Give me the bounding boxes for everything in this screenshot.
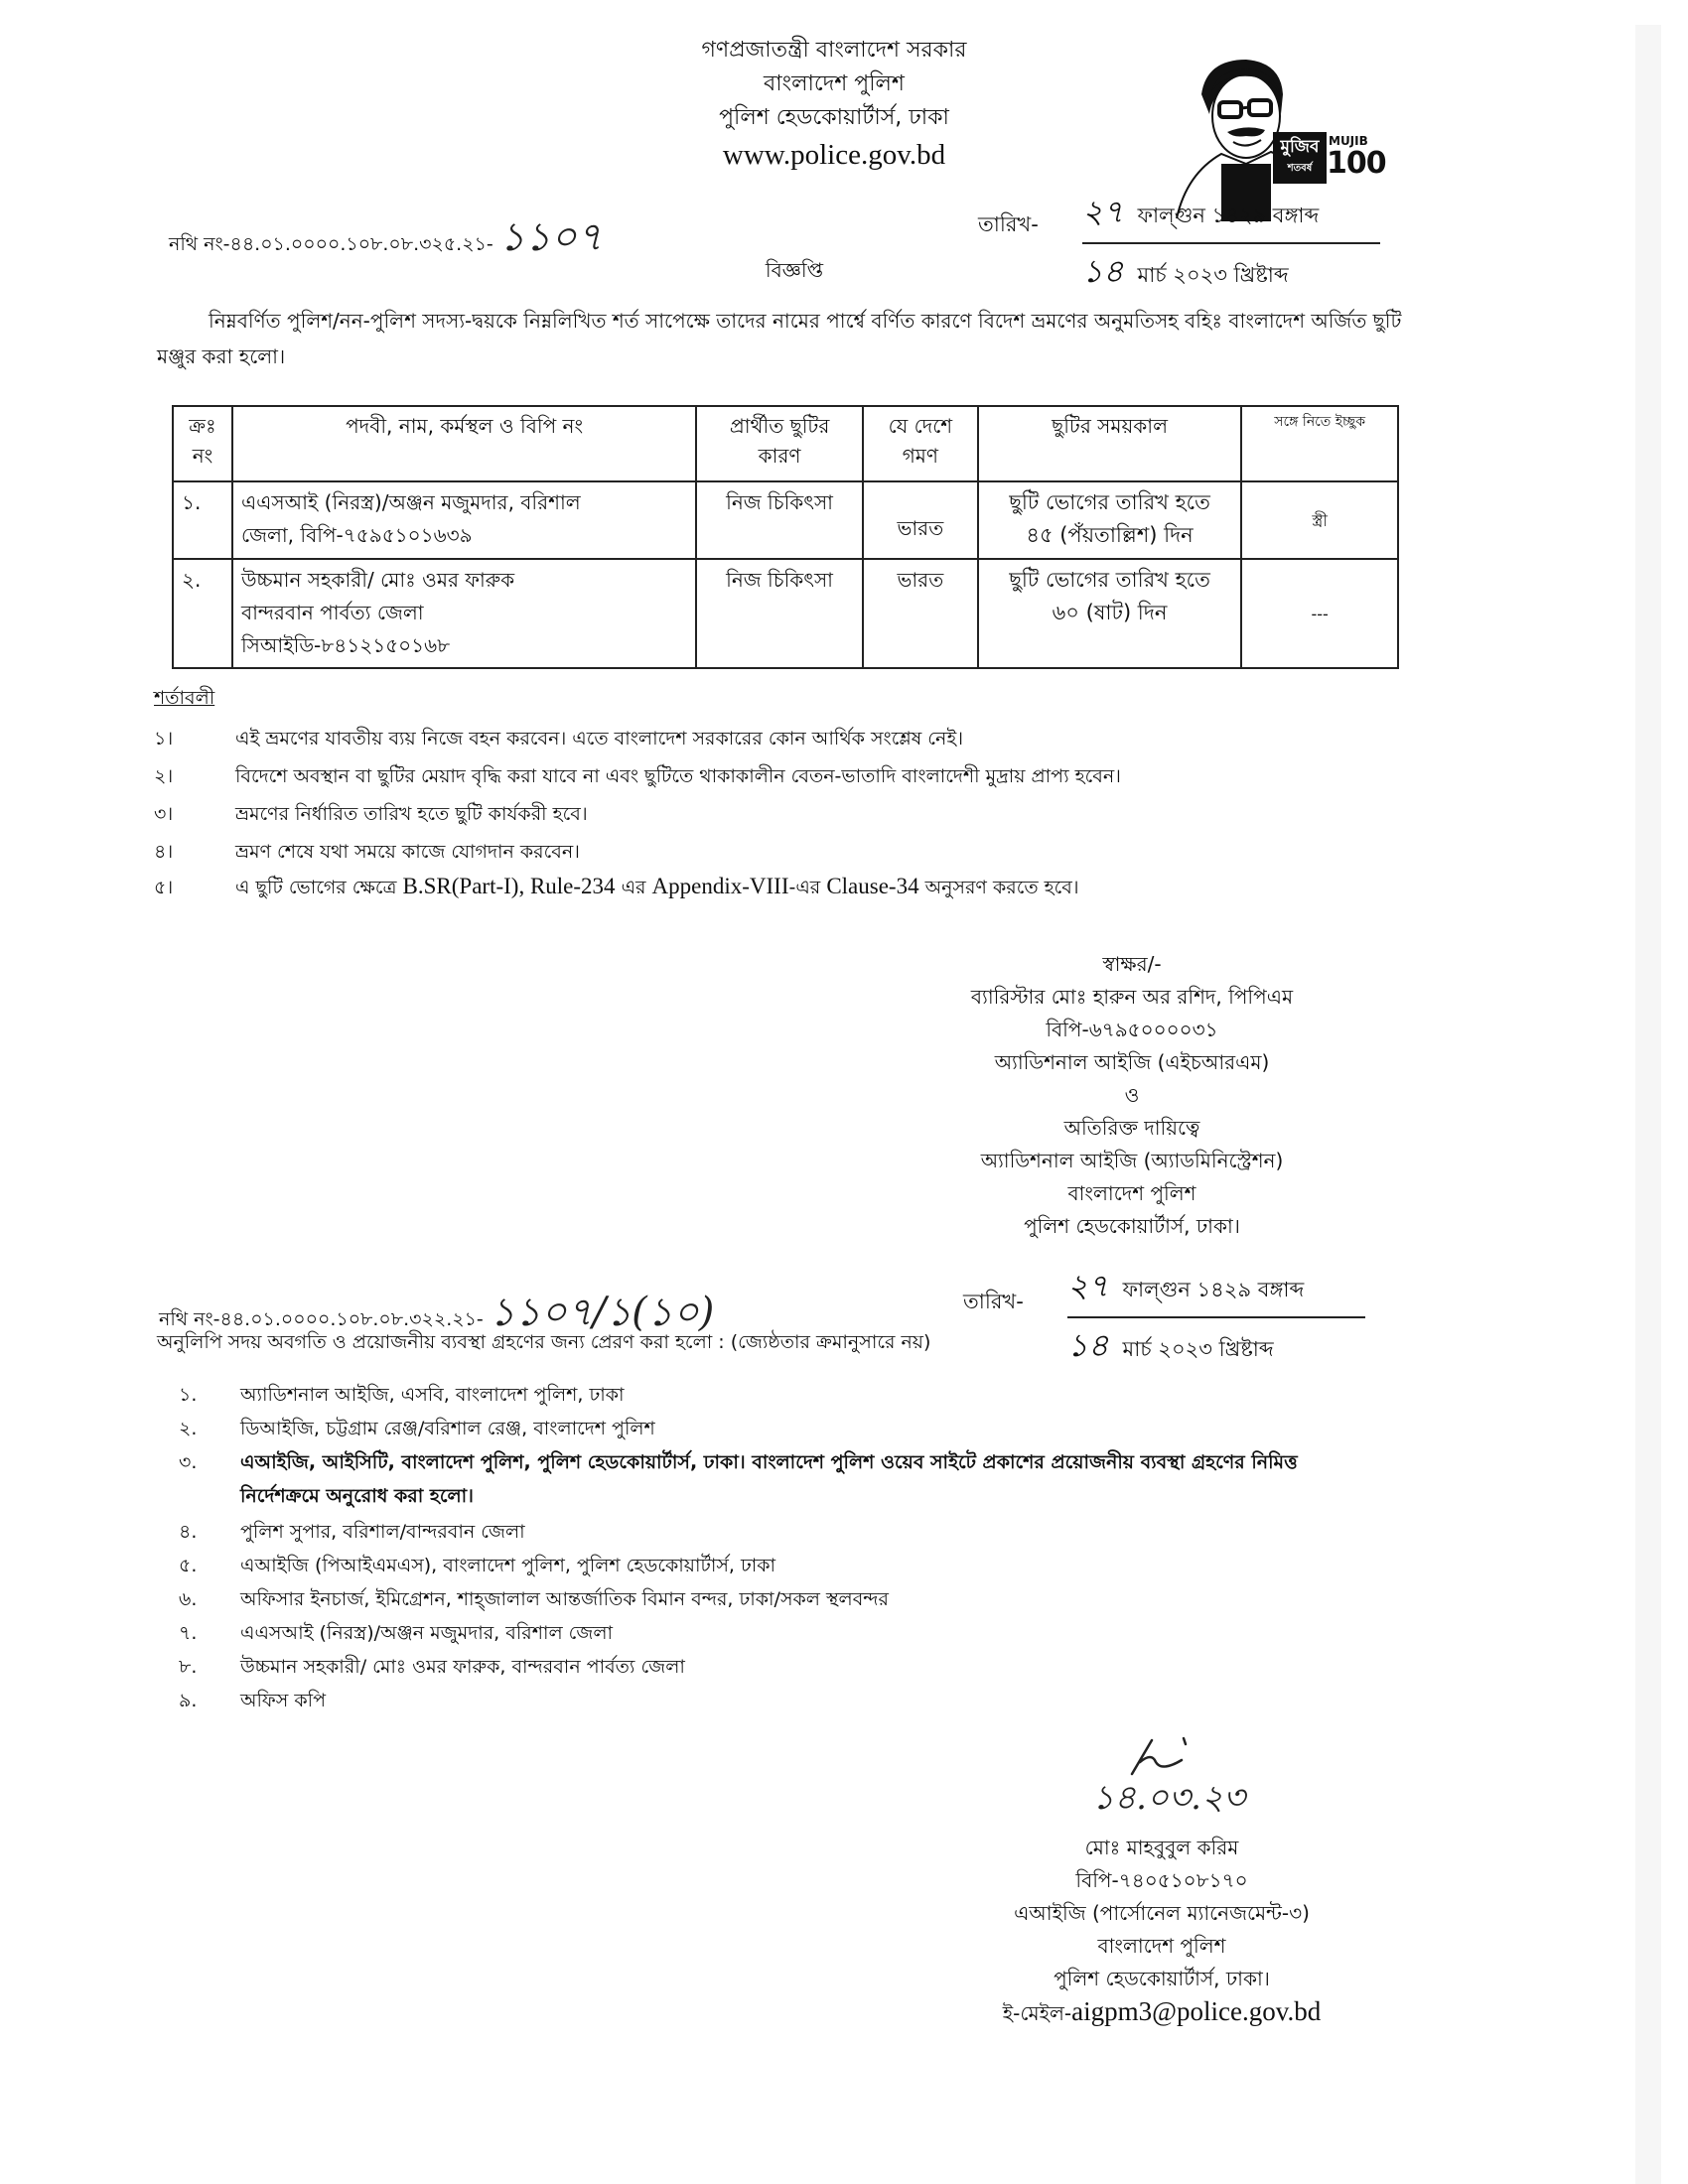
col-header-name: পদবী, নাম, কর্মস্থল ও বিপি নং: [232, 406, 696, 481]
condition-item: ৪। ভ্রমণ শেষে যথা সময়ে কাজে যোগদান করবেন।: [154, 841, 580, 863]
date-label: তারিখ-: [978, 212, 1039, 236]
condition-item: ৩। ভ্রমণের নির্ধারিত তারিখ হতে ছুটি কার্যকরী হবে।: [154, 803, 588, 825]
cell-serial: ২.: [173, 559, 232, 668]
copy-item: ১. অ্যাডিশনাল আইজি, এসবি, বাংলাদেশ পুলিশ, ঢাকা: [179, 1384, 625, 1406]
signatory-name: ব্যারিস্টার মোঃ হারুন অর রশিদ, পিপিএম: [970, 985, 1294, 1009]
signature-line: পুলিশ হেডকোয়ার্টার্স, ঢাকা।: [1054, 1967, 1270, 1990]
signature-line: পুলিশ হেডকোয়ার্টার্স, ঢাকা।: [1024, 1214, 1240, 1238]
signatory-name: মোঃ মাহবুবুল করিম: [1084, 1836, 1239, 1859]
table-row: [173, 481, 1398, 559]
copy-intro: অনুলিপি সদয় অবগতি ও প্রয়োজনীয় ব্যবস্থা গ্রহণের জন্য প্রেরণ করা হলো : (জ্যেষ্ঠতার ক্রমানুসারে নয়): [157, 1331, 931, 1353]
signatory-bp: বিপি-৭৪০৫১০৮১৭০: [1075, 1868, 1248, 1892]
table-row: [173, 559, 1398, 668]
logo-100: 100: [1327, 146, 1386, 181]
col-header-companion: সঙ্গে নিতে ইচ্ছুক: [1241, 406, 1398, 481]
copy-item: ৩. এআইজি, আইসিটি, বাংলাদেশ পুলিশ, পুলিশ হেডকোয়ার্টার্স, ঢাকা। বাংলাদেশ পুলিশ ওয়েব সাইটে প্রকাশের প্রয়োজনীয় ব্যবস্থা গ্রহণের নিমিত্ত নির্দেশক্রমে অনুরোধ করা হলো।: [179, 1451, 1298, 1507]
letterhead: [556, 34, 1112, 175]
handwritten-number: ১১০৭: [498, 214, 603, 260]
condition-item: ২। বিদেশে অবস্থান বা ছুটির মেয়াদ বৃদ্ধি করা যাবে না এবং ছুটিতে থাকাকালীন বেতন-ভাতাদি বাংলাদেশী মুদ্রায় প্রাপ্য হবেন।: [154, 765, 1121, 787]
cell-period: ছুটি ভোগের তারিখ হতে ৪৫ (পঁয়তাল্লিশ) দিন: [978, 481, 1242, 559]
handwritten-date: ১৪.০৩.২৩: [1092, 1778, 1246, 1818]
notice-title: বিজ্ঞপ্তি: [765, 258, 824, 282]
condition-item: ৫। এ ছুটি ভোগের ক্ষেত্রে B.SR(Part-I), Rule-234 এর Appendix-VIII-এর Clause-34 অনুসরণ করতে হবে।: [154, 874, 1079, 898]
cell-reason: নিজ চিকিৎসা: [696, 559, 863, 668]
memo-file-number: নথি নং-৪৪.০১.০০০০.১০৮.০৮.৩২৫.২১- ১১০৭: [169, 214, 603, 260]
letterhead-line: পুলিশ হেডকোয়ার্টার্স, ঢাকা: [719, 105, 949, 130]
col-header-country: যে দেশে গমণ: [863, 406, 978, 481]
col-header-serial: ক্রঃ নং: [173, 406, 232, 481]
date-label: তারিখ-: [963, 1290, 1024, 1313]
signatory-designation: অ্যাডিশনাল আইজি (অ্যাডমিনিস্ট্রেশন): [980, 1149, 1284, 1172]
scan-edge-strip: [1635, 25, 1661, 2184]
signature-line: ও: [1124, 1083, 1140, 1107]
leave-table: [172, 405, 1399, 669]
cell-serial: ১.: [173, 481, 232, 559]
cell-companion: ---: [1241, 559, 1398, 668]
logo-mujib-en: MUJIB: [1329, 134, 1368, 148]
signature-line: বাংলাদেশ পুলিশ: [1097, 1934, 1226, 1958]
signature-line: স্বাক্ষর/-: [1102, 952, 1162, 976]
signatory-designation: এআইজি (পার্সোনেল ম্যানেজমেন্ট-৩): [1014, 1901, 1310, 1925]
cell-companion: স্ত্রী: [1241, 481, 1398, 559]
copy-item: ৯. অফিস কপি: [179, 1690, 326, 1711]
handwritten-number: ১১০৭/১(১০): [489, 1290, 715, 1335]
copy-file-number: নথি নং-৪৪.০১.০০০০.১০৮.০৮.৩২২.২১- ১১০৭/১(১০): [159, 1290, 715, 1335]
email-link[interactable]: aigpm3@police.gov.bd: [1071, 1996, 1322, 2026]
col-header-period: ছুটির সময়কাল: [978, 406, 1242, 481]
signatory-email: ই-মেইল-aigpm3@police.gov.bd: [1002, 1996, 1322, 2026]
signature-line: বাংলাদেশ পুলিশ: [1067, 1181, 1196, 1205]
signature-block-primary: [854, 948, 1410, 1243]
copy-item: ৫. এআইজি (পিআইএমএস), বাংলাদেশ পুলিশ, পুলিশ হেডকোয়ার্টার্স, ঢাকা: [179, 1555, 776, 1576]
signatory-designation: অ্যাডিশনাল আইজি (এইচআরএম): [994, 1050, 1270, 1074]
signature-block-secondary: [933, 1832, 1390, 2030]
copy-date: ২৭ ফাল্গুন ১৪২৯ বঙ্গাব্দ ১৪ মার্চ ২০২৩ খ্রিষ্টাব্দ: [1067, 1261, 1365, 1374]
cell-name: উচ্চমান সহকারী/ মোঃ ওমর ফারুক বান্দরবান পার্বত্য জেলা সিআইডি-৮৪১২১৫০১৬৮: [232, 559, 696, 668]
signatory-bp: বিপি-৬৭৯৫০০০০৩১: [1046, 1018, 1218, 1041]
condition-item: ১। এই ভ্রমণের যাবতীয় ব্যয় নিজে বহন করবেন। এতে বাংলাদেশ সরকারের কোন আর্থিক সংশ্লেষ নেই।: [154, 728, 964, 750]
letterhead-line: বাংলাদেশ পুলিশ: [764, 71, 905, 96]
memo-date: ২৭ ফাল্গুন ১৪২৯ বঙ্গাব্দ ১৪ মার্চ ২০২৩ খ্রিষ্টাব্দ: [1082, 187, 1380, 300]
cell-name: এএসআই (নিরস্ত্র)/অঞ্জন মজুমদার, বরিশাল জেলা, বিপি-৭৫৯৫১০১৬৩৯: [232, 481, 696, 559]
cell-country: ভারত: [863, 559, 978, 668]
website-link[interactable]: www.police.gov.bd: [722, 139, 946, 171]
copy-item: ৮. উচ্চমান সহকারী/ মোঃ ওমর ফারুক, বান্দরবান পার্বত্য জেলা: [179, 1656, 685, 1678]
col-header-reason: প্রার্থীত ছুটির কারণ: [696, 406, 863, 481]
letterhead-line: গণপ্রজাতন্ত্রী বাংলাদেশ সরকার: [701, 38, 967, 63]
cell-country: ভারত: [863, 481, 978, 559]
cell-reason: নিজ চিকিৎসা: [696, 481, 863, 559]
conditions-title: শর্তাবলী: [154, 687, 215, 709]
notice-intro: নিম্নবর্ণিত পুলিশ/নন-পুলিশ সদস্য-দ্বয়কে নিম্নলিখিত শর্ত সাপেক্ষে তাদের নামের পার্শ্বে বর্ণিত কারণে বিদেশ ভ্রমণের অনুমতিসহ বহিঃ বাংলাদেশ অর্জিত ছুটি মঞ্জুর করা হলো।: [157, 309, 1402, 368]
cell-period: ছুটি ভোগের তারিখ হতে ৬০ (ষাট) দিন: [978, 559, 1242, 668]
copy-item: ৭. এএসআই (নিরস্ত্র)/অঞ্জন মজুমদার, বরিশাল জেলা: [179, 1622, 614, 1644]
copy-item: ৪. পুলিশ সুপার, বরিশাল/বান্দরবান জেলা: [179, 1521, 525, 1543]
logo-mujib-text: মুজিব শতবর্ষ: [1273, 132, 1327, 184]
copy-item: ২. ডিআইজি, চট্টগ্রাম রেঞ্জ/বরিশাল রেঞ্জ, বাংলাদেশ পুলিশ: [179, 1418, 655, 1439]
copy-item: ৬. অফিসার ইনচার্জ, ইমিগ্রেশন, শাহ্জালাল আন্তর্জাতিক বিমান বন্দর, ঢাকা/সকল স্থলবন্দর: [179, 1588, 889, 1610]
table-header-row: [173, 406, 1398, 481]
signature-line: অতিরিক্ত দায়িত্বে: [1063, 1116, 1200, 1140]
